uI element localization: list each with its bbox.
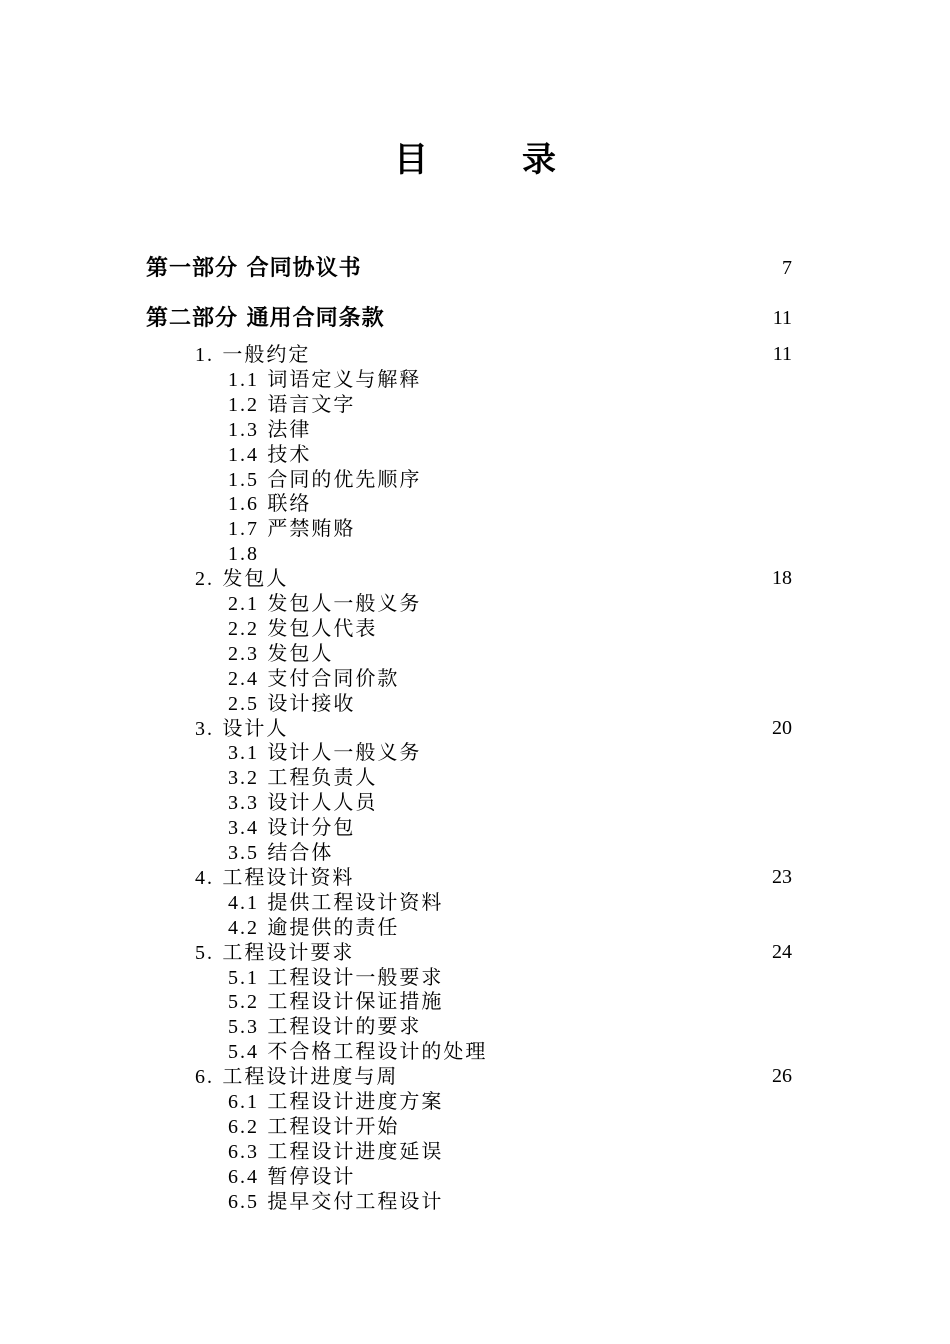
toc-section-title: 工程设计开始 [267,1113,400,1138]
toc-page-number: 18 [772,567,792,590]
toc-chapter-entry[interactable] [0,716,950,741]
toc-section-label [228,765,377,791]
toc-section-label [228,1014,421,1040]
toc-section-entry[interactable] [0,740,950,765]
toc-section-number: 3.1 [228,742,259,765]
toc-section-label [228,915,399,941]
toc-section-title: 工程设计保证措施 [267,989,444,1014]
toc-section-label [228,840,333,866]
toc-section-label [228,890,443,916]
toc-section-entry[interactable] [0,442,950,467]
toc-part-label: 第一部分 合同协议书 [146,255,362,281]
toc-section-entry[interactable] [0,915,950,940]
toc-section-title: 设计人一般义务 [267,740,422,765]
toc-section-entry[interactable] [0,591,950,616]
toc-chapter-number: 2. [195,568,214,591]
toc-section-title: 结合体 [267,840,334,864]
toc-section-number: 3.2 [228,767,259,790]
toc-chapter-number: 4. [195,866,214,889]
toc-section-entry[interactable] [0,1089,950,1114]
toc-section-entry[interactable] [0,890,950,915]
toc-page-number: 11 [772,307,792,329]
toc-section-title: 工程负责人 [267,765,378,790]
toc-section-title: 工程设计一般要求 [267,964,444,989]
toc-section-entry[interactable] [0,1039,950,1064]
toc-section-entry[interactable] [0,641,950,666]
toc-section-number: 3.3 [228,792,259,815]
toc-section-number: 1.8 [228,543,259,566]
toc-section-number: 6.3 [228,1140,259,1163]
toc-page-number: 7 [782,257,792,279]
toc-section-title: 暂停设计 [267,1163,356,1188]
toc-chapter-title: 工程设计要求 [222,939,355,964]
toc-section-number: 6.1 [228,1091,259,1113]
toc-section-title: 不合格工程设计的处理 [267,1039,488,1064]
toc-section-title: 设计分包 [267,815,356,840]
toc-section-entry[interactable] [0,367,950,392]
toc-section-label [228,1039,487,1065]
toc-section-title: 词语定义与解释 [267,366,422,391]
toc-section-entry[interactable] [0,790,950,815]
toc-section-entry[interactable] [0,691,950,716]
toc-section-label [228,591,421,617]
toc-chapter-title: 工程设计资料 [222,864,355,889]
toc-section-title: 联络 [267,491,312,516]
toc-section-number: 1.2 [228,393,259,416]
toc-section-label [228,740,421,766]
toc-section-title: 支付合同价款 [267,665,400,690]
toc-chapter-entry[interactable] [0,566,950,591]
toc-section-label [228,815,355,841]
toc-section-number: 6.5 [228,1190,259,1213]
toc-section-title: 技术 [267,441,312,466]
toc-chapter-label [195,716,288,742]
toc-section-entry[interactable] [0,765,950,790]
toc-section-title: 发包人一般义务 [267,591,422,615]
toc-section-title: 工程设计进度延误 [267,1138,444,1163]
toc-section-number: 2.1 [228,593,259,615]
toc-section-entry[interactable] [0,1139,950,1164]
toc-section-number: 3.5 [228,842,259,864]
toc-section-number: 1.3 [228,418,259,441]
toc-section-title: 发包人 [267,640,334,665]
toc-section-title: 严禁贿赂 [267,516,356,541]
toc-chapter-title: 发包人 [222,566,289,591]
toc-chapter-label [195,865,354,891]
toc-part-entry[interactable] [0,302,950,334]
toc-section-number: 1.6 [228,493,259,516]
toc-section-number: 6.2 [228,1115,259,1138]
toc-section-label [228,367,421,393]
toc-section-entry[interactable] [0,666,950,691]
toc-section-label [228,491,311,517]
toc-chapter-label [195,342,310,368]
toc-section-label [228,1164,355,1190]
toc-section-number: 2.3 [228,642,259,665]
toc-chapter-title: 工程设计进度与周 [222,1064,399,1089]
toc-section-title: 法律 [267,416,312,441]
toc-section-label [228,641,333,667]
toc-section-entry[interactable] [0,1164,950,1189]
toc-section-number: 1.1 [228,368,259,391]
toc-section-entry[interactable] [0,1114,950,1139]
toc-section-label [228,691,355,717]
toc-section-number: 2.2 [228,617,259,640]
toc-section-label [228,790,377,816]
toc-chapter-entry[interactable] [0,1064,950,1089]
toc-section-entry[interactable] [0,516,950,541]
toc-section-entry[interactable] [0,392,950,417]
toc-section-title: 设计接收 [267,690,356,715]
toc-section-number: 1.7 [228,518,259,541]
toc-section-label [228,516,355,542]
toc-section-label [228,392,355,418]
toc-section-number: 5.2 [228,991,259,1014]
toc-section-title: 逾提供的责任 [267,914,400,939]
toc-section-number: 1.5 [228,468,259,491]
toc-page-number: 11 [772,343,792,365]
toc-section-entry[interactable] [0,541,950,566]
toc-chapter-entry[interactable] [0,342,950,367]
toc-page-number: 20 [772,716,792,739]
toc-page-number: 26 [772,1065,792,1088]
toc-section-entry[interactable] [0,491,950,516]
toc-page-number: 24 [772,940,792,963]
toc-chapter-entry[interactable] [0,940,950,965]
toc-section-title: 发包人代表 [267,615,378,640]
toc-part-label: 第二部分 通用合同条款 [146,305,385,331]
toc-section-title: 语言文字 [267,391,356,416]
toc-section-number: 6.4 [228,1165,259,1188]
toc-section-number: 1.4 [228,443,259,466]
toc-section-number: 4.1 [228,891,259,914]
toc-section-label [228,467,421,493]
toc-chapter-number: 5. [195,941,214,964]
toc-section-entry[interactable] [0,815,950,840]
toc-section-label [228,417,311,443]
toc-chapter-label [195,940,354,966]
toc-section-entry[interactable] [0,989,950,1014]
toc-section-label [228,1189,443,1215]
toc-section-title: 合同的优先顺序 [267,466,422,491]
toc-section-number: 2.4 [228,667,259,690]
toc-chapter-number: 3. [195,717,214,740]
toc-section-number: 5.3 [228,1016,259,1039]
toc-section-label [228,666,399,692]
toc-section-title: 提供工程设计资料 [267,889,444,914]
toc-section-number: 5.1 [228,966,259,989]
toc-section-number: 5.4 [228,1041,259,1064]
toc-section-label [228,965,443,991]
toc-section-number: 3.4 [228,817,259,840]
toc-section-label [228,1139,443,1165]
toc-section-entry[interactable] [0,1014,950,1039]
toc-section-entry[interactable] [0,616,950,641]
toc-section-label [228,616,377,642]
toc-section-number: 4.2 [228,916,259,939]
toc-section-label [228,1089,443,1115]
toc-section-entry[interactable] [0,417,950,442]
toc-chapter-label [195,566,288,592]
toc-section-number: 2.5 [228,692,259,715]
toc-section-label [228,989,443,1015]
page-title: 目 录 [394,140,586,180]
toc-section-label [228,442,311,468]
toc-section-entry[interactable] [0,840,950,865]
toc-chapter-number: 1. [195,344,214,366]
toc-section-label [228,541,259,567]
toc-chapter-label [195,1064,398,1090]
toc-chapter-number: 6. [195,1066,214,1089]
toc-section-title: 提早交付工程设计 [267,1188,444,1213]
toc-section-entry[interactable] [0,467,950,492]
toc-page-number: 23 [772,865,792,888]
toc-section-entry[interactable] [0,1189,950,1214]
toc-section-title: 工程设计进度方案 [267,1089,444,1113]
toc-chapter-entry[interactable] [0,865,950,890]
toc-section-entry[interactable] [0,965,950,990]
toc-part-entry[interactable] [0,252,950,284]
toc-section-title: 工程设计的要求 [267,1014,422,1039]
toc-chapter-title: 设计人 [222,715,289,740]
toc-chapter-title: 一般约定 [222,342,311,366]
toc-section-title: 设计人人员 [267,790,378,815]
toc-section-label [228,1114,399,1140]
